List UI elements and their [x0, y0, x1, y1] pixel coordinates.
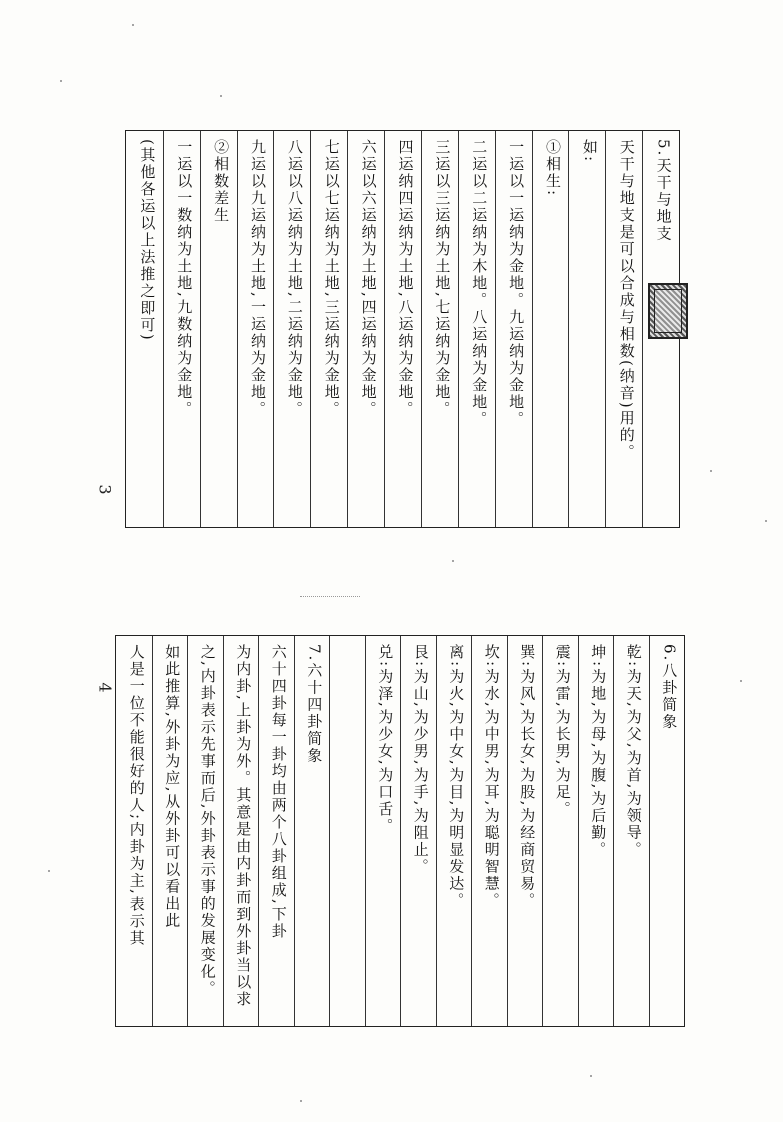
ruled-line [163, 131, 164, 527]
handwritten-line: ①相生: [543, 139, 562, 198]
handwritten-line: 7.六十四卦简象 [305, 644, 324, 765]
scan-speck [710, 470, 712, 472]
ruled-line [471, 636, 472, 1026]
ruled-line [649, 636, 650, 1026]
ruled-line [578, 636, 579, 1026]
ruled-line [329, 636, 330, 1026]
handwritten-line: 5.天干与地支 [654, 139, 673, 243]
handwritten-line: 八运以八运纳为土地,二运纳为金地。 [285, 139, 304, 418]
handwritten-line: 乾:为天,为父,为首,为领导。 [624, 644, 643, 859]
ruled-line [223, 636, 224, 1026]
scan-speck [590, 1075, 592, 1077]
ruled-line [152, 636, 153, 1026]
handwritten-line: 6.八卦简象 [660, 644, 679, 731]
scan-speck [60, 80, 62, 82]
handwritten-line: 九运以九运纳为土地,一运纳为金地。 [249, 139, 268, 418]
scan-speck [740, 680, 742, 682]
ruled-line [384, 131, 385, 527]
scan-speck [765, 520, 767, 522]
handwritten-line: 天干与地支是可以合成与相数(纳音)用的。 [617, 139, 636, 461]
handwritten-line: 为内卦,上卦为外。其意是由内卦而到外卦当以求 [234, 644, 253, 1008]
ruled-line [642, 131, 643, 527]
handwritten-line: 坤:为地,为母,为腹,为后勤。 [589, 644, 608, 859]
fold-mark [300, 596, 360, 597]
handwritten-line: 兑:为泽,为少女,为口舌。 [376, 644, 395, 835]
ruled-line [347, 131, 348, 527]
ruled-line [258, 636, 259, 1026]
ruled-line [605, 131, 606, 527]
handwritten-line: 四运纳四运纳为土地,八运纳为金地。 [396, 139, 415, 418]
ruled-line [187, 636, 188, 1026]
ruled-line [421, 131, 422, 527]
ruled-line [436, 636, 437, 1026]
scan-speck [220, 95, 222, 97]
ruled-line [458, 131, 459, 527]
page-number-4: 4 [95, 682, 115, 693]
ruled-line [507, 636, 508, 1026]
handwritten-line: 人是一位不能很好的人;内卦为主,表示其 [127, 644, 146, 947]
ruled-line [237, 131, 238, 527]
ruled-line [495, 131, 496, 527]
handwritten-line: 六运以六运纳为土地,四运纳为金地。 [359, 139, 378, 418]
ruled-sheet-page-3 [125, 130, 680, 528]
handwritten-line: 如此推算,外卦为应,从外卦可以看出此 [163, 644, 182, 930]
scan-speck [452, 560, 454, 562]
ruled-line [310, 131, 311, 527]
handwritten-line: 坎:为水,为中男,为耳,为聪明智慧。 [482, 644, 501, 910]
ruled-line [532, 131, 533, 527]
handwritten-line: 震:为雷,为长男,为足。 [553, 644, 572, 818]
ruled-line [613, 636, 614, 1026]
handwritten-line: 艮:为山,为少男,为手,为阻止。 [411, 644, 430, 876]
handwritten-line: 巽:为风,为长女,为股,为经商贸易。 [518, 644, 537, 910]
scan-speck [300, 1100, 302, 1102]
page-number-3: 3 [95, 484, 115, 495]
ruled-line [568, 131, 569, 527]
handwritten-line: 一运以一运纳为金地。九运纳为金地。 [507, 139, 526, 428]
handwritten-line: 三运以三运纳为土地,七运纳为金地。 [433, 139, 452, 418]
ruled-line [365, 636, 366, 1026]
handwritten-line: (其他各运以上法推之即可) [138, 139, 157, 342]
ruled-sheet-page-4 [115, 635, 685, 1027]
handwritten-line: 一运以一数纳为土地,九数纳为金地。 [175, 139, 194, 418]
scan-speck [132, 24, 134, 26]
ruled-line [273, 131, 274, 527]
handwritten-line: 如: [580, 139, 599, 164]
handwritten-line: 离:为火,为中女,为目,为明显发达。 [447, 644, 466, 910]
handwritten-line: 二运以二运纳为木地。八运纳为金地。 [470, 139, 489, 428]
scan-speck [48, 870, 50, 872]
handwritten-line: ②相数差生 [212, 139, 231, 224]
handwritten-line: 七运以七运纳为土地,三运纳为金地。 [322, 139, 341, 418]
ruled-line [294, 636, 295, 1026]
handwritten-line: 六十四卦每一卦均由两个八卦组成,下卦 [269, 644, 288, 940]
seal-stamp [648, 283, 688, 339]
handwritten-line [339, 644, 357, 1018]
ruled-line [542, 636, 543, 1026]
seal-stamp-inner [654, 289, 682, 333]
handwritten-line: 之,内卦表示先事而后,外卦表示事的发展变化。 [198, 644, 217, 998]
ruled-line [200, 131, 201, 527]
ruled-line [400, 636, 401, 1026]
